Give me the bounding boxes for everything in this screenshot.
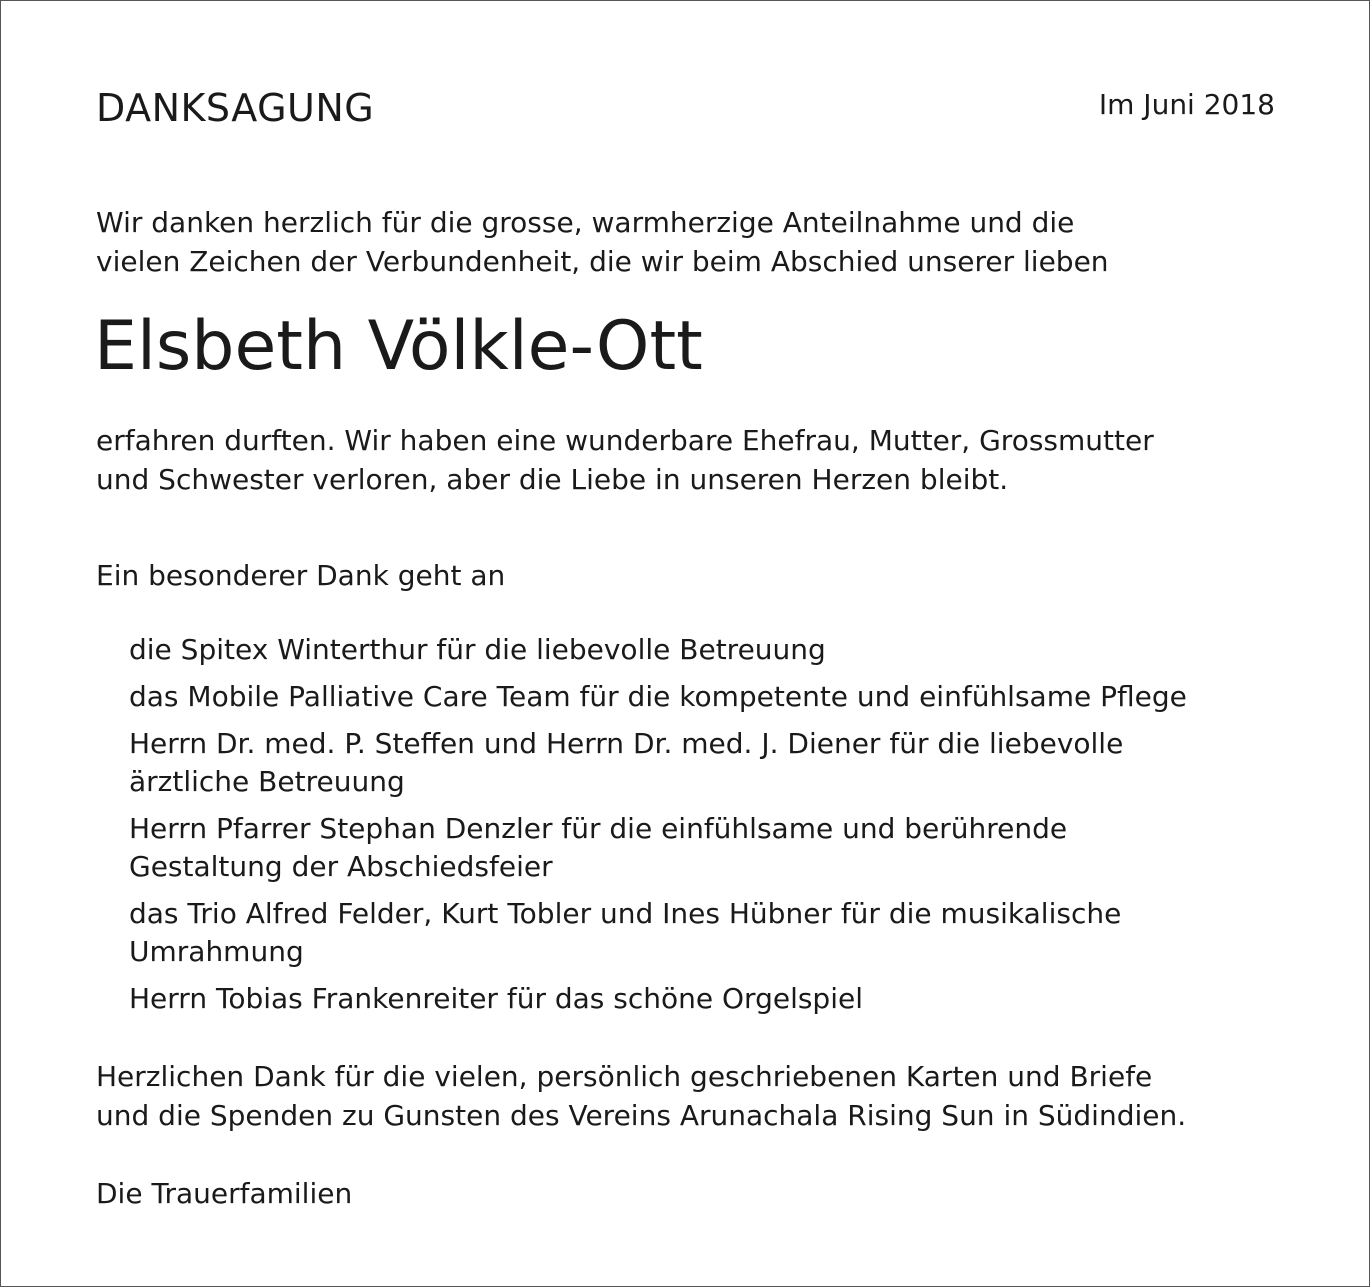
thanks-item — [129, 810, 1187, 886]
notice-title: DANKSAGUNG — [96, 86, 375, 130]
intro-line: vielen Zeichen der Verbundenheit, die wir beim Abschied unserer lieben — [96, 245, 1109, 278]
continuation-line: erfahren durften. Wir haben eine wunderbare Ehefrau, Mutter, Grossmutter — [96, 424, 1154, 457]
thanks-item — [129, 980, 1187, 1018]
closing-line: und die Spenden zu Gunsten des Vereins Arunachala Rising Sun in Südindien. — [96, 1099, 1187, 1132]
notice-date: Im Juni 2018 — [1098, 88, 1275, 121]
thanks-item-line: Herrn Tobias Frankenreiter für das schöne Orgelspiel — [129, 982, 863, 1015]
special-thanks-intro: Ein besonderer Dank geht an — [96, 559, 506, 592]
closing-line: Herzlichen Dank für die vielen, persönlich geschriebenen Karten und Briefe — [96, 1060, 1153, 1093]
thanks-item — [129, 725, 1187, 801]
thanks-item-line: Herrn Pfarrer Stephan Denzler für die einfühlsame und berührende — [129, 812, 1068, 845]
thanks-item — [129, 895, 1187, 971]
continuation-paragraph — [96, 421, 1154, 499]
thanks-item-line: die Spitex Winterthur für die liebevolle Betreuung — [129, 633, 826, 666]
signature: Die Trauerfamilien — [96, 1177, 353, 1210]
thanks-item-line: das Trio Alfred Felder, Kurt Tobler und Ines Hübner für die musikalische — [129, 897, 1122, 930]
thanks-item-line: Gestaltung der Abschiedsfeier — [129, 850, 553, 883]
continuation-line: und Schwester verloren, aber die Liebe in unseren Herzen bleibt. — [96, 463, 1009, 496]
thanks-item — [129, 678, 1187, 716]
thanks-item-line: das Mobile Palliative Care Team für die kompetente und einfühlsame Pflege — [129, 680, 1187, 713]
thanks-list — [129, 631, 1187, 1027]
deceased-name: Elsbeth Völkle-Ott — [94, 307, 703, 386]
intro-line: Wir danken herzlich für die grosse, warmherzige Anteilnahme und die — [96, 206, 1075, 239]
closing-paragraph — [96, 1057, 1186, 1135]
thanks-item-line: Herrn Dr. med. P. Steffen und Herrn Dr. med. J. Diener für die liebevolle — [129, 727, 1124, 760]
thanks-item-line: Umrahmung — [129, 935, 304, 968]
thanks-item-line: ärztliche Betreuung — [129, 765, 405, 798]
intro-paragraph — [96, 203, 1109, 281]
thanks-item — [129, 631, 1187, 669]
